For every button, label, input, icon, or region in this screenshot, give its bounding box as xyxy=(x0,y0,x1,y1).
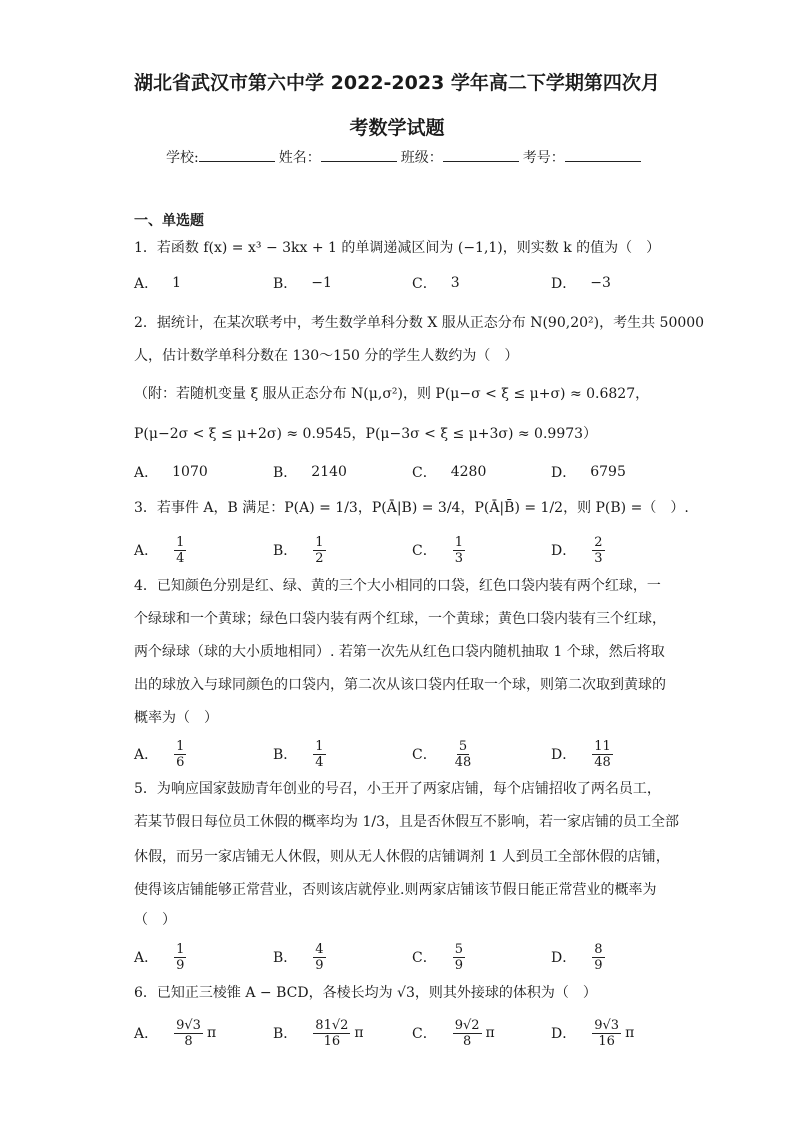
fraction-numerator: 9√2 xyxy=(454,1017,480,1033)
option-a[interactable] xyxy=(134,263,181,303)
option-text: 3 xyxy=(450,275,460,291)
question-5-stem-line4: 使得该店铺能够正常营业，否则该店就停业.则两家店铺该节假日能正常营业的概率为 xyxy=(134,882,657,898)
fraction xyxy=(453,942,465,973)
fraction-numerator: 1 xyxy=(176,534,185,550)
fraction-numerator: 1 xyxy=(315,738,324,754)
option-text: 6795 xyxy=(590,464,626,480)
option-label: A． xyxy=(134,276,159,292)
question-4-options xyxy=(134,734,694,774)
fraction-numerator: 1 xyxy=(454,534,463,550)
fraction-denominator: 6 xyxy=(176,754,185,770)
fraction-denominator: 9 xyxy=(176,957,185,973)
option-label: C． xyxy=(412,747,437,763)
option-label: A． xyxy=(134,1026,159,1042)
fraction xyxy=(592,942,604,973)
fraction-denominator: 16 xyxy=(598,1033,615,1049)
question-4-stem: 4．已知颜色分别是红、绿、黄的三个大小相同的口袋，红色口袋内装有两个红球，一 xyxy=(134,578,661,594)
pi-symbol: π xyxy=(206,1025,217,1041)
pi-symbol: π xyxy=(354,1025,364,1041)
fraction-numerator: 4 xyxy=(315,941,324,957)
option-label: D． xyxy=(551,543,577,559)
question-5-stem-line2: 若某节假日每位员工休假的概率均为 1/3，且是否休假互不影响，若一家店铺的员工全部 xyxy=(134,814,679,830)
fraction-numerator: 5 xyxy=(454,941,463,957)
option-label: B． xyxy=(273,465,298,481)
class-field[interactable] xyxy=(443,146,519,162)
fraction-denominator: 3 xyxy=(594,550,603,566)
fraction xyxy=(174,739,186,770)
option-b[interactable] xyxy=(273,530,328,570)
option-label: D． xyxy=(551,276,577,292)
student-info-row xyxy=(166,146,645,167)
fraction-denominator: 2 xyxy=(315,550,324,566)
option-label: B． xyxy=(273,950,298,966)
fraction xyxy=(174,535,186,566)
pi-symbol: π xyxy=(485,1025,495,1041)
option-text: −3 xyxy=(590,275,611,291)
fraction-denominator: 4 xyxy=(315,754,324,770)
fraction-denominator: 9 xyxy=(594,957,603,973)
option-text: 1070 xyxy=(172,464,208,480)
fraction-numerator: 9√3 xyxy=(176,1017,201,1033)
fraction-denominator: 9 xyxy=(454,957,463,973)
fraction xyxy=(592,1018,621,1049)
question-5-stem-line5: （ ） xyxy=(134,912,176,928)
fraction xyxy=(453,535,465,566)
section-heading: 一、单选题 xyxy=(134,213,204,229)
fraction xyxy=(313,535,325,566)
name-field[interactable] xyxy=(321,146,397,162)
option-a[interactable] xyxy=(134,452,208,492)
question-2-stem-line2: 人，估计数学单科分数在 130～150 分的学生人数约为（ ） xyxy=(134,348,519,364)
option-label: A． xyxy=(134,543,159,559)
fraction-denominator: 16 xyxy=(323,1033,341,1049)
option-text: −1 xyxy=(311,275,332,291)
fraction xyxy=(453,739,474,770)
school-field[interactable] xyxy=(199,146,275,162)
fraction-denominator: 8 xyxy=(184,1033,193,1049)
name-label: 姓名： xyxy=(278,150,321,166)
question-2-stem: 2．据统计，在某次联考中，考生数学单科分数 X 服从正态分布 N(90,20²)，考生共 50000 xyxy=(134,315,705,331)
page-title: 湖北省武汉市第六中学 2022-2023 学年高二下学期第四次月 xyxy=(134,72,660,94)
fraction-numerator: 8 xyxy=(594,941,603,957)
option-d[interactable] xyxy=(551,937,607,977)
option-d[interactable] xyxy=(551,530,607,570)
fraction xyxy=(313,1018,350,1049)
option-text: 2140 xyxy=(311,464,347,480)
fraction-numerator: 1 xyxy=(315,534,324,550)
number-field[interactable] xyxy=(565,146,641,162)
option-c[interactable] xyxy=(412,1013,495,1053)
option-label: C． xyxy=(412,465,437,481)
option-label: D． xyxy=(551,1026,577,1042)
option-label: A． xyxy=(134,950,159,966)
question-1-stem: 1．若函数 f(x) = x³ − 3kx + 1 的单调递减区间为 (−1,1)，则实数 k 的值为（ ） xyxy=(134,240,661,256)
fraction-denominator: 3 xyxy=(454,550,463,566)
fraction xyxy=(174,1018,203,1049)
fraction-denominator: 48 xyxy=(594,754,611,770)
fraction-denominator: 9 xyxy=(315,957,324,973)
question-4-stem-line5: 概率为（ ） xyxy=(134,710,218,726)
option-text: 1 xyxy=(172,275,182,291)
option-d[interactable] xyxy=(551,734,615,774)
page-title-line2: 考数学试题 xyxy=(349,117,445,139)
option-label: C． xyxy=(412,950,437,966)
question-5-stem-line3: 休假，而另一家店铺无人休假，则从无人休假的店铺调剂 1 人到员工全部休假的店铺， xyxy=(134,849,670,865)
fraction xyxy=(313,942,325,973)
option-a[interactable] xyxy=(134,734,188,774)
fraction-numerator: 2 xyxy=(594,534,603,550)
option-label: B． xyxy=(273,1026,298,1042)
option-b[interactable] xyxy=(273,734,328,774)
fraction-numerator: 1 xyxy=(176,941,185,957)
option-d[interactable] xyxy=(551,452,626,492)
fraction-denominator: 8 xyxy=(462,1033,472,1049)
fraction xyxy=(174,942,186,973)
option-label: C． xyxy=(412,276,437,292)
question-2-note: （附：若随机变量 ξ 服从正态分布 N(μ,σ²)，则 P(μ−σ < ξ ≤ μ+σ) ≈ 0.6827， xyxy=(134,386,650,402)
option-a[interactable] xyxy=(134,530,188,570)
question-6-stem: 6．已知正三棱锥 A − BCD，各棱长均为 √3，则其外接球的体积为（ ） xyxy=(134,985,597,1001)
fraction-denominator: 4 xyxy=(176,550,185,566)
option-label: B． xyxy=(273,543,298,559)
fraction-numerator: 5 xyxy=(458,738,468,754)
question-1-options xyxy=(134,263,694,303)
question-4-stem-line4: 出的球放入与球同颜色的口袋内，第二次从该口袋内任取一个球，则第二次取到黄球的 xyxy=(134,677,666,693)
question-3-options xyxy=(134,530,694,570)
class-label: 班级： xyxy=(400,150,443,166)
option-c[interactable] xyxy=(412,734,475,774)
option-label: B． xyxy=(273,747,298,763)
question-6-options xyxy=(134,1013,694,1053)
option-d[interactable] xyxy=(551,263,611,303)
question-3-stem: 3．若事件 A，B 满足：P(A) = 1/3，P(Ā|B) = 3/4，P(Ā|B̄) = 1/2，则 P(B) =（ ）. xyxy=(134,500,689,516)
fraction-numerator: 11 xyxy=(594,738,611,754)
option-label: A． xyxy=(134,747,159,763)
option-label: C． xyxy=(412,1026,437,1042)
option-b[interactable] xyxy=(273,452,347,492)
option-a[interactable] xyxy=(134,1013,216,1053)
option-label: D． xyxy=(551,950,577,966)
option-c[interactable] xyxy=(412,452,486,492)
question-5-options xyxy=(134,937,694,977)
fraction xyxy=(592,739,613,770)
pi-symbol: π xyxy=(625,1025,635,1041)
school-label: 学校: xyxy=(166,150,199,166)
option-c[interactable] xyxy=(412,263,460,303)
option-label: D． xyxy=(551,465,577,481)
question-4-stem-line3: 两个绿球（球的大小质地相同）. 若第一次先从红色口袋内随机抽取 1 个球，然后将取 xyxy=(134,644,665,660)
option-b[interactable] xyxy=(273,1013,364,1053)
fraction-numerator: 1 xyxy=(176,738,185,754)
option-label: C． xyxy=(412,543,437,559)
option-c[interactable] xyxy=(412,937,467,977)
question-2-options xyxy=(134,452,694,492)
fraction xyxy=(313,739,325,770)
question-2-note-line2: P(μ−2σ < ξ ≤ μ+2σ) ≈ 0.9545，P(μ−3σ < ξ ≤ μ+3σ) ≈ 0.9973） xyxy=(134,426,598,442)
fraction xyxy=(453,1018,482,1049)
option-a[interactable] xyxy=(134,937,188,977)
question-5-stem: 5．为响应国家鼓励青年创业的号召，小王开了两家店铺，每个店铺招收了两名员工， xyxy=(134,781,661,797)
option-d[interactable] xyxy=(551,1013,634,1053)
fraction xyxy=(592,535,604,566)
fraction-denominator: 48 xyxy=(454,754,472,770)
fraction-numerator: 81√2 xyxy=(315,1017,349,1033)
option-label: A． xyxy=(134,465,159,481)
fraction-numerator: 9√3 xyxy=(594,1017,620,1033)
option-label: D． xyxy=(551,747,577,763)
option-label: B． xyxy=(273,276,298,292)
option-b[interactable] xyxy=(273,937,328,977)
option-text: 4280 xyxy=(450,464,487,480)
option-c[interactable] xyxy=(412,530,467,570)
option-b[interactable] xyxy=(273,263,332,303)
number-label: 考号： xyxy=(522,150,565,166)
question-4-stem-line2: 个绿球和一个黄球；绿色口袋内装有两个红球，一个黄球；黄色口袋内装有三个红球， xyxy=(134,611,666,627)
